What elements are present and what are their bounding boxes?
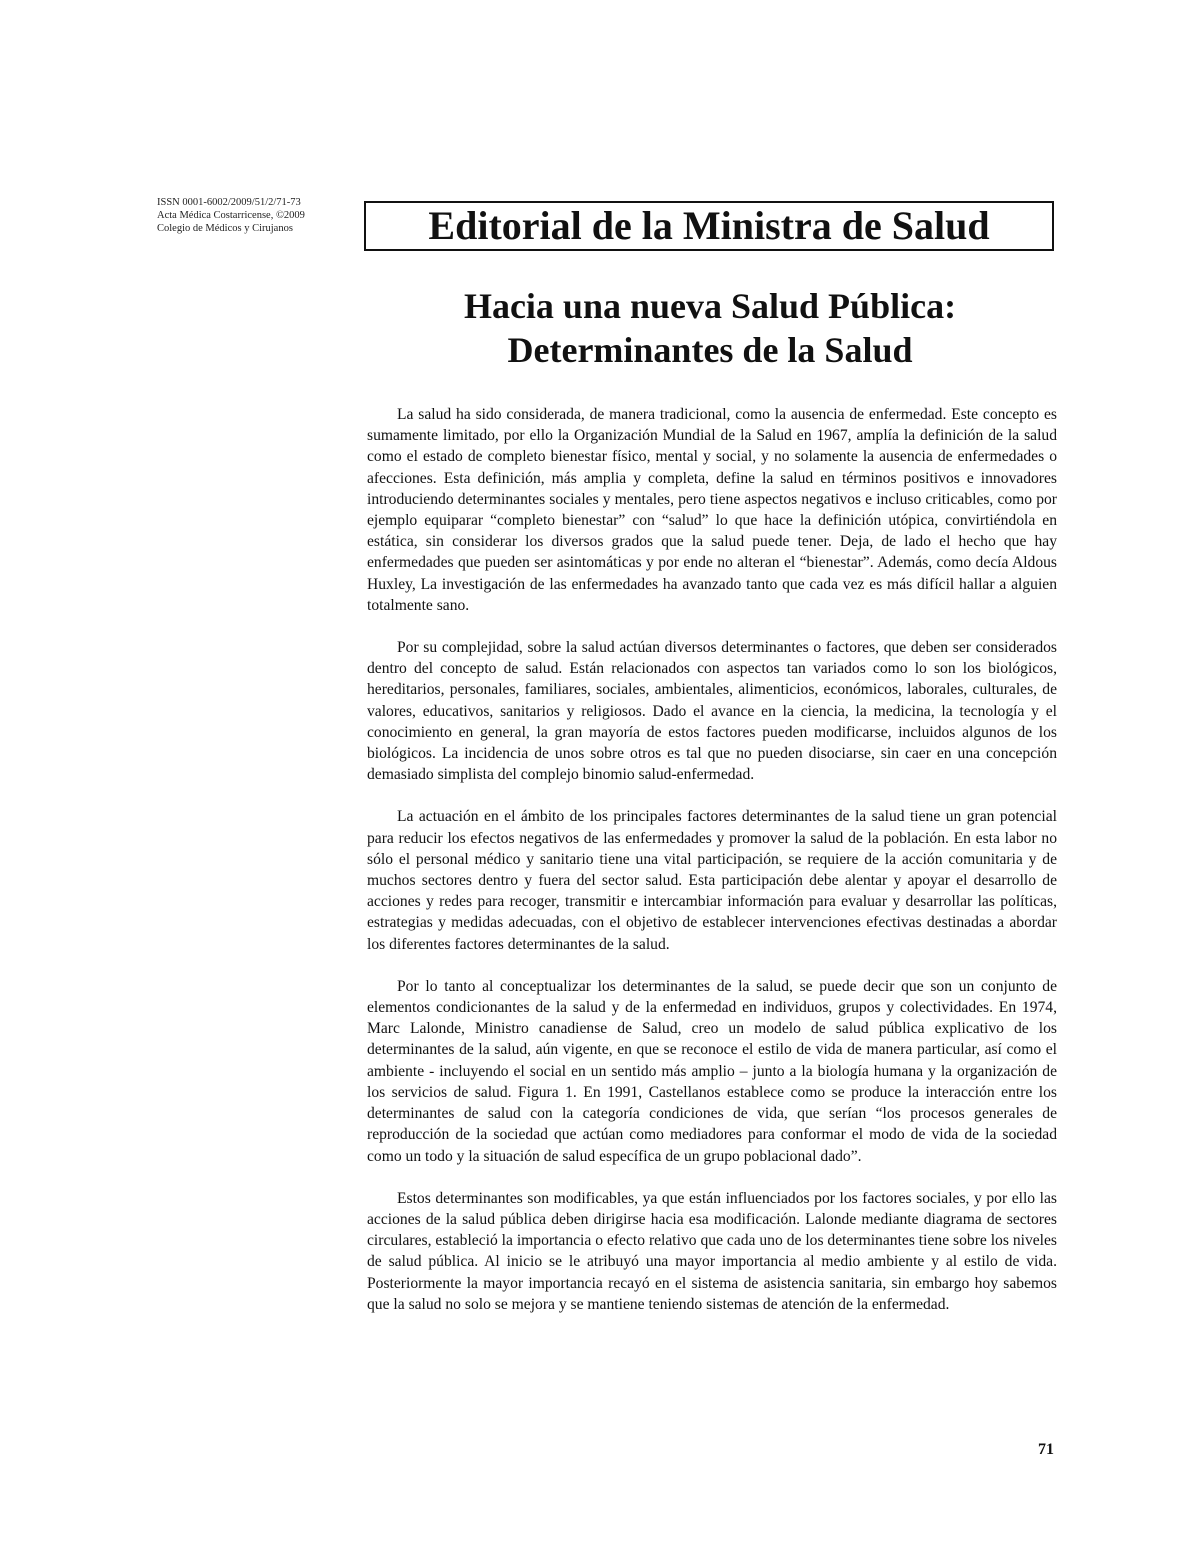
section-header-box <box>364 201 1054 251</box>
journal-info <box>157 196 357 235</box>
publisher-line: Colegio de Médicos y Cirujanos <box>157 223 293 234</box>
article-title-line-2: Determinantes de la Salud <box>507 330 913 370</box>
article-title <box>364 284 1056 372</box>
page-number: 71 <box>1038 1441 1054 1458</box>
paragraph-3: La actuación en el ámbito de los principales factores determinantes de la salud tiene un gran potencial para reducir los efectos negativos de las enfermedades y promover la salud de la población. En esta labor no sólo el personal médico y sanitario tiene una vital participación, se requiere de la acción comunitaria y de muchos sectores dentro y fuera del sector salud. Esta participación debe alentar y apoyar el desarrollo de acciones y redes para recoger, transmitir e intercambiar información para evaluar y desarrollar las políticas, estrategias y medidas adecuadas, con el objetivo de establecer intervenciones efectivas destinadas a abordar los diferentes factores determinantes de la salud. <box>367 808 1057 953</box>
journal-name-line: Acta Médica Costarricense, ©2009 <box>157 210 305 221</box>
paragraph-2: Por su complejidad, sobre la salud actúan diversos determinantes o factores, que deben ser considerados dentro del concepto de salud. Están relacionados con aspectos tan variados como lo son los biológicos, hereditarios, personales, familiares, sociales, ambientales, alimenticios, económicos, laborales, culturales, de valores, educativos, sanitarios y religiosos. Dado el avance en la ciencia, la medicina, la tecnología y el conocimiento en general, la gran mayoría de estos factores pueden modificarse, incluidos algunos de los biológicos. La incidencia de unos sobre otros es tal que no pueden disociarse, sin caer en una concepción demasiado simplista del complejo binomio salud-enfermedad. <box>367 639 1057 784</box>
article-body <box>367 404 1057 1336</box>
paragraph-1: La salud ha sido considerada, de manera tradicional, como la ausencia de enfermedad. Este concepto es sumamente limitado, por ello la Organización Mundial de la Salud en 1967, amplía la definición de la salud como el estado de completo bienestar físico, mental y social, y no solamente la ausencia de enfermedades o afecciones. Esta definición, más amplia y completa, define la salud en términos positivos e innovadores introduciendo determinantes sociales y mentales, pero tiene aspectos negativos e incluso criticables, como por ejemplo equiparar “completo bienestar” con “salud” lo que hace la definición utópica, convirtiéndola en estática, sin considerar los diversos grados que la salud puede tener. Deja, de lado el hecho que hay enfermedades que pueden ser asintomáticas y por ende no alteran el “bienestar”. Además, como decía Aldous Huxley, La investigación de las enfermedades ha avanzado tanto que cada vez es más difícil hallar a alguien totalmente sano. <box>367 406 1057 614</box>
section-title: Editorial de la Ministra de Salud <box>428 203 990 248</box>
issn-line: ISSN 0001-6002/2009/51/2/71-73 <box>157 197 301 208</box>
paragraph-4: Por lo tanto al conceptualizar los determinantes de la salud, se puede decir que son un conjunto de elementos condicionantes de la salud y de la enfermedad en individuos, grupos y colectividades. En 1974, Marc Lalonde, Ministro canadiense de Salud, creo un modelo de salud pública explicativo de los determinantes de la salud, aún vigente, en que se reconoce el estilo de vida de manera particular, así como el ambiente - incluyendo el social en un sentido más amplio – junto a la biología humana y la organización de los servicios de salud. Figura 1. En 1991, Castellanos establece como se produce la interacción entre los determinantes de salud con la categoría condiciones de vida, que serían “los procesos generales de reproducción de la sociedad que actúan como mediadores para conformar el modo de vida de la sociedad como un todo y la situación de salud específica de un grupo poblacional dado”. <box>367 977 1057 1165</box>
article-title-line-1: Hacia una nueva Salud Pública: <box>463 286 957 326</box>
paragraph-5: Estos determinantes son modificables, ya que están influenciados por los factores sociales, y por ello las acciones de la salud pública deben dirigirse hacia esa modificación. Lalonde mediante diagrama de sectores circulares, estableció la importancia o efecto relativo que cada uno de los determinantes tiene sobre los niveles de salud pública. Al inicio se le atribuyó una mayor importancia al medio ambiente y al estilo de vida. Posteriormente la mayor importancia recayó en el sistema de asistencia sanitaria, sin embargo hoy sabemos que la salud no solo se mejora y se mantiene teniendo sistemas de atención de la enfermedad. <box>367 1189 1057 1313</box>
